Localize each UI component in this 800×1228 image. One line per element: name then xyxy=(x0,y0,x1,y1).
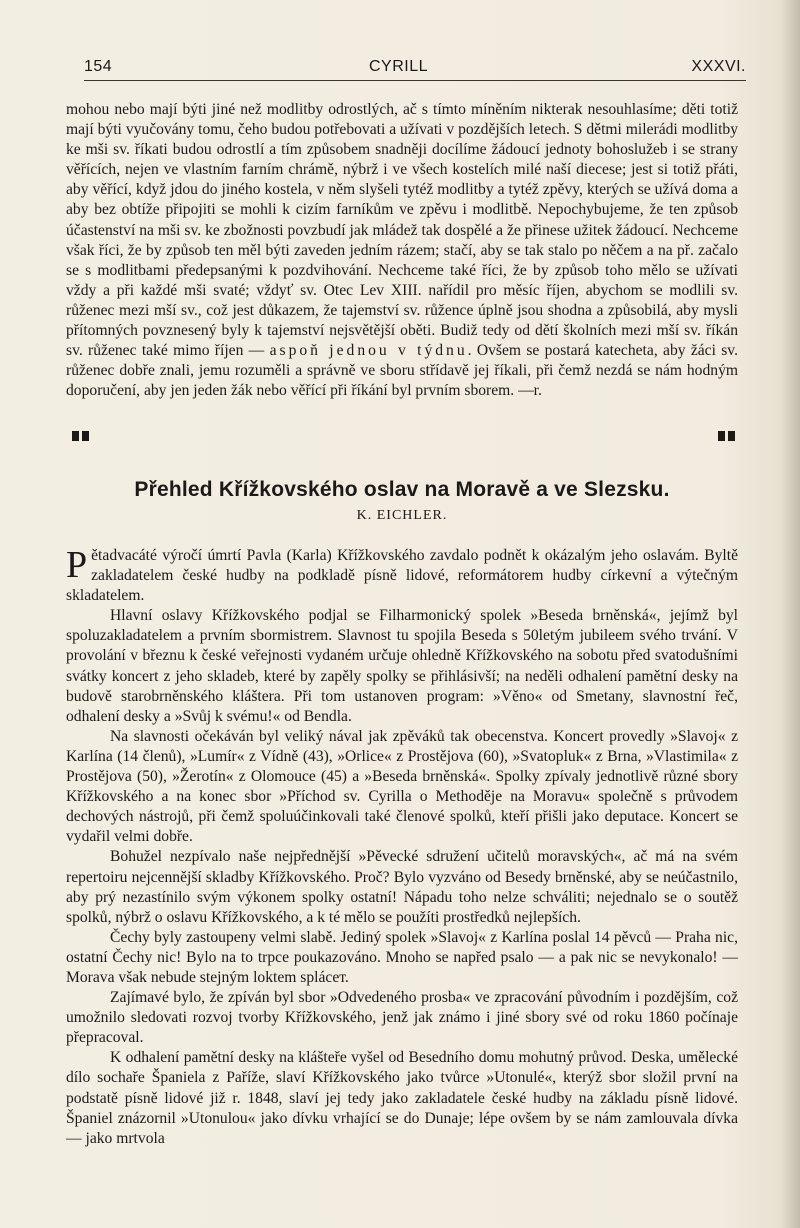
paragraph: mohou nebo mají býti jiné než modlitby odrostlých, ač s tímto míněním nikterak nesouhlasíme; děti totiž mají býti vyučovány tomu, čeho budou potřebovati a užívati v pozdějších letech. S dětmi milerádi modlitby ke mši sv. říkati budou odrostlí a tím způsobem snadněji docílíme žádoucí jednoty bohoslužeb i se strany věřících, nejen ve vlastním farním chrámě, nýbrž i ve všech kostelích milé naší diecese; jest si totiž přáti, aby věřící, když jdou do jiného kostela, v něm slyšeli tytéž modlitby a tytéž zpěvy, kterých se užívá doma a aby bez obtíže připojiti se mohli k cizím farníkům ve zpěvu i modlitbě. Nepochybujeme, že ten způsob účastenství na mši sv. ke zbožnosti povzbudí jak mládež tak dospělé a že přinese užitek žádoucí. Nechceme však říci, že by způsob ten měl býti zaveden jedním rázem; stačí, aby se tak stalo po něčem a na př. začalo se s modlitbami předepsanými k pozdvihování. Nechceme také říci, že by způsob toho mělo se užívati vždy a při každé mši svaté; vždyť sv. Otec Lev XIII. nařídil pro měsíc říjen, abychom se modlili sv. růženec mezi mší sv., což jest důkazem, že tajemství sv. růžence úplně jsou shodna a způsobilá, aby mysli přítomných povznesený byly k tajemství nejsvětější oběti. Budiž tedy od dětí školních mezi mší sv. říkán sv. růženec také mimo říjen — aspoň jednou v týdnu. Ovšem se postará katecheta, aby žáci sv. růženec dobře znali, jemu rozuměli a správně ve sboru střídavě jej říkali, při čemž nezdá se nám hodným doporučení, aby jen jeden žák nebo věřící při říkání byl prvním sborem. —r. xyxy=(66,101,738,400)
drop-cap: P xyxy=(66,544,88,586)
paragraph: Čechy byly zastoupeny velmi slabě. Jediný spolek »Slavoj« z Karlína poslal 14 pěvců — Praha nic, ostatní Čechy nic! Bylo na to trpce poukazováno. Mnoho se napřed psalo — a pak nic se nevykonalo! — Morava však nebude stejným loktem spláceт. xyxy=(66,928,738,986)
page-edge-shadow xyxy=(782,0,800,1228)
paragraph: Hlavní oslavy Křížkovského podjal se Filharmonický spolek »Beseda brněnská«, jejímž byl spoluzakladatelem a prvním sbormistrem. Slavnost tu spojila Beseda s 50letým jubileem svého trvání. V provolání v březnu k české veřejnosti vydaném určuje ohledně Křížkovského na sobotu před svatodušními svátky koncert z jeho skladeb, které by zapěly spolky se přihlásivší; na neděli odhalení pamětní desky na budově starobrněnského kláštera. Při tom ustanoven program: »Věno« od Smetany, slavnostní řeč, odhalení desky a »Svůj k svému!« od Bendla. xyxy=(66,607,738,725)
article-author: K. EICHLER. xyxy=(356,508,448,523)
article-title: Přehled Křížkovského oslav na Moravě a ve Slezsku. xyxy=(134,478,670,501)
ornament-squares-left xyxy=(72,431,92,441)
paragraph-first xyxy=(66,546,738,606)
article-body xyxy=(66,546,738,1149)
paragraph-text: mohou nebo mají býti jiné než modlitby odrostlých, ač s tímto míněním nikterak nesouhlasíme; děti totiž mají býti vyučovány tomu, čeho budou potřebovati a užívati v pozdějších letech. S dětmi milerádi modlitby ke mši sv. říkati budou odrostlí a tím způsobem snadněji docílíme žádoucí jednoty bohoslužeb i se strany věřících, nejen ve vlastním farním chrámě, nýbrž i ve všech kostelích milé naší diecese; jest si totiž přáti, aby věřící, když jdou do jiného kostela, v něm slyšeli tytéž modlitby a tytéž zpěvy, kterých se užívá doma a aby bez obtíže připojiti se mohli k cizím farníkům ve zpěvu i modlitbě. Nepochybujeme, že ten způsob účastenství na mši sv. ke zbožnosti povzbudí jak mládež tak dospělé a že přinese užitek žádoucí. Nechceme však říci, že by způsob ten měl býti zaveden jedním rázem; stačí, aby se tak stalo po něčem a na př. začalo se s modlitbami předepsanými k pozdvihování. Nechceme také říci, že by způsob toho mělo se užívati vždy a při každé mši svaté; vždyť sv. Otec Lev XIII. nařídil pro měsíc říjen, abychom se modlili sv. růženec mezi mší sv., což jest důkazem, že tajemství sv. růžence úplně jsou shodna a způsobilá, aby mysli přítomných povznesený byly k tajemství nejsvětější oběti. Budiž tedy od dětí školních mezi mší sv. říkán sv. růženec také mimo říjen xyxy=(66,101,738,360)
volume-number: XXXVI. xyxy=(691,58,746,75)
journal-title: CYRILL xyxy=(369,58,429,75)
paragraph: Bohužel nezpívalo naše nejpřednější »Pěvecké sdružení učitelů moravských«, ač má na svém repertoiru nejcennější skladby Křížkovského. Proč? Bylo vyzváno od Besedy brněnské, aby se neúčastnilo, aby prý nezastínilo svým výkonem spolky ostatní! Nápadu toho nelze schváliti; nejednalo se o soutěž spolků, nýbrž o oslavu Křížkovského, a k té mělo se použíti prostředků nejlepších. xyxy=(66,848,738,926)
paragraph: K odhalení pamětní desky na klášteře vyšel od Besedního domu mohutný průvod. Deska, umělecké dílo sochaře Španiela z Paříže, slaví Křížkovského jako tvůrce »Utonulé«, kterýž sbor složil první na podstatě písně lidové již r. 1848, slaví jej tedy jako zakladatele české hudby na základu písně lidové. Španiel znázornil »Utonulou« jako dívku vrhající se do Dunaje; lépe ovšem by se nám zamlouvala dívka — jako mrtvola xyxy=(66,1049,738,1147)
paragraph: Zajímavé bylo, že zpíván byl sbor »Odvedeného prosba« ve zpracování původním i pozdějším, což umožnilo sledovati rozvoj tvorby Křížkovského, jenž jak známo i jiné sbory své od roku 1860 počínaje přepracoval. xyxy=(66,989,738,1047)
page-number: 154 xyxy=(84,58,113,75)
ornament-squares-right xyxy=(718,431,738,441)
paragraph-text-end: . Ovšem se postará katecheta, aby žáci sv. růženec dobře znali, jemu rozuměli a správně ve sboru střídavě jej říkali, při čemž nezdá se nám hodným doporučení, aby jen jeden žák nebo věřící při říkání byl prvním sborem. —r. xyxy=(66,342,738,400)
header-rule xyxy=(84,80,746,81)
paragraph: Na slavnosti očekáván byl veliký nával jak zpěváků tak obecenstva. Koncert provedly »Slavoj« z Karlína (14 členů), »Lumír« z Vídně (43), »Orlice« z Prostějova (60), »Svatopluk« z Brna, »Vlastimila« z Prostějova (50), »Žerotín« z Olomouce (45) a »Beseda brněnská«. Spolky zpívaly jednotlivě různé sbory Křížkovského a na konec sbor »Příchod sv. Cyrilla o Methoděje na Moravu« společně s průvodem dechových nástrojů, při čemž spoluúčinkovali také členové spolků, kteří přišli jako deputace. Koncert se vydařil velmi dobře. xyxy=(66,727,738,846)
previous-article-ending xyxy=(66,100,738,401)
running-header xyxy=(84,58,746,80)
spaced-emphasis: aspoň jednou v týdnu xyxy=(269,342,468,360)
paragraph-text: ětadvacáté výročí úmrtí Pavla (Karla) Křížkovského zavdalo podnět k okázalým jeho oslavám. Byltě zakladatelem české hudby na podkladě písně lidové, reformátorem hudby církevní a výtečným skladatelem. xyxy=(66,547,738,605)
